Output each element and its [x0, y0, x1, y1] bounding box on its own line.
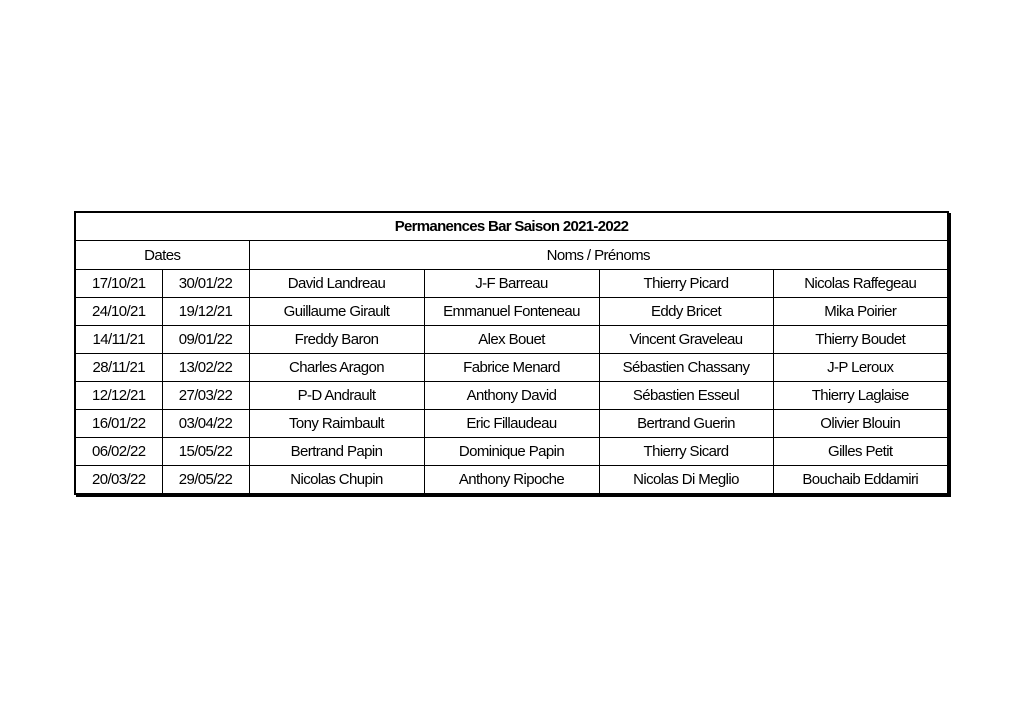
name-cell: Alex Bouet: [424, 326, 599, 354]
table-row: [75, 326, 948, 354]
name-cell: Bertrand Guerin: [599, 410, 773, 438]
title-row: [75, 212, 948, 241]
date-second: 13/02/22: [162, 354, 249, 382]
name-cell: Nicolas Raffegeau: [773, 270, 948, 298]
date-first: 17/10/21: [75, 270, 162, 298]
name-cell: Guillaume Girault: [249, 298, 424, 326]
name-cell: J-P Leroux: [773, 354, 948, 382]
header-row: [75, 241, 948, 270]
date-first: 24/10/21: [75, 298, 162, 326]
name-cell: Sébastien Esseul: [599, 382, 773, 410]
date-second: 30/01/22: [162, 270, 249, 298]
schedule-table: [74, 211, 949, 495]
name-cell: Tony Raimbault: [249, 410, 424, 438]
names-header: Noms / Prénoms: [249, 241, 948, 270]
table-row: [75, 270, 948, 298]
table-title: Permanences Bar Saison 2021-2022: [75, 212, 948, 241]
name-cell: Dominique Papin: [424, 438, 599, 466]
name-cell: Mika Poirier: [773, 298, 948, 326]
name-cell: P-D Andrault: [249, 382, 424, 410]
name-cell: Eric Fillaudeau: [424, 410, 599, 438]
date-first: 16/01/22: [75, 410, 162, 438]
date-second: 15/05/22: [162, 438, 249, 466]
date-second: 09/01/22: [162, 326, 249, 354]
name-cell: Freddy Baron: [249, 326, 424, 354]
name-cell: Eddy Bricet: [599, 298, 773, 326]
date-first: 06/02/22: [75, 438, 162, 466]
date-first: 20/03/22: [75, 466, 162, 495]
name-cell: Emmanuel Fonteneau: [424, 298, 599, 326]
table-row: [75, 298, 948, 326]
date-second: 03/04/22: [162, 410, 249, 438]
name-cell: Thierry Sicard: [599, 438, 773, 466]
table-row: [75, 382, 948, 410]
name-cell: Nicolas Di Meglio: [599, 466, 773, 495]
name-cell: Thierry Boudet: [773, 326, 948, 354]
name-cell: Charles Aragon: [249, 354, 424, 382]
name-cell: Olivier Blouin: [773, 410, 948, 438]
date-second: 27/03/22: [162, 382, 249, 410]
table-row: [75, 354, 948, 382]
date-second: 29/05/22: [162, 466, 249, 495]
dates-header: Dates: [75, 241, 249, 270]
name-cell: Thierry Picard: [599, 270, 773, 298]
table-row: [75, 438, 948, 466]
table-row: [75, 466, 948, 495]
date-first: 12/12/21: [75, 382, 162, 410]
date-first: 28/11/21: [75, 354, 162, 382]
name-cell: Nicolas Chupin: [249, 466, 424, 495]
name-cell: Vincent Graveleau: [599, 326, 773, 354]
name-cell: Bouchaib Eddamiri: [773, 466, 948, 495]
date-first: 14/11/21: [75, 326, 162, 354]
name-cell: J-F Barreau: [424, 270, 599, 298]
name-cell: David Landreau: [249, 270, 424, 298]
name-cell: Thierry Laglaise: [773, 382, 948, 410]
name-cell: Fabrice Menard: [424, 354, 599, 382]
name-cell: Anthony David: [424, 382, 599, 410]
date-second: 19/12/21: [162, 298, 249, 326]
table-row: [75, 410, 948, 438]
name-cell: Gilles Petit: [773, 438, 948, 466]
name-cell: Anthony Ripoche: [424, 466, 599, 495]
name-cell: Bertrand Papin: [249, 438, 424, 466]
name-cell: Sébastien Chassany: [599, 354, 773, 382]
